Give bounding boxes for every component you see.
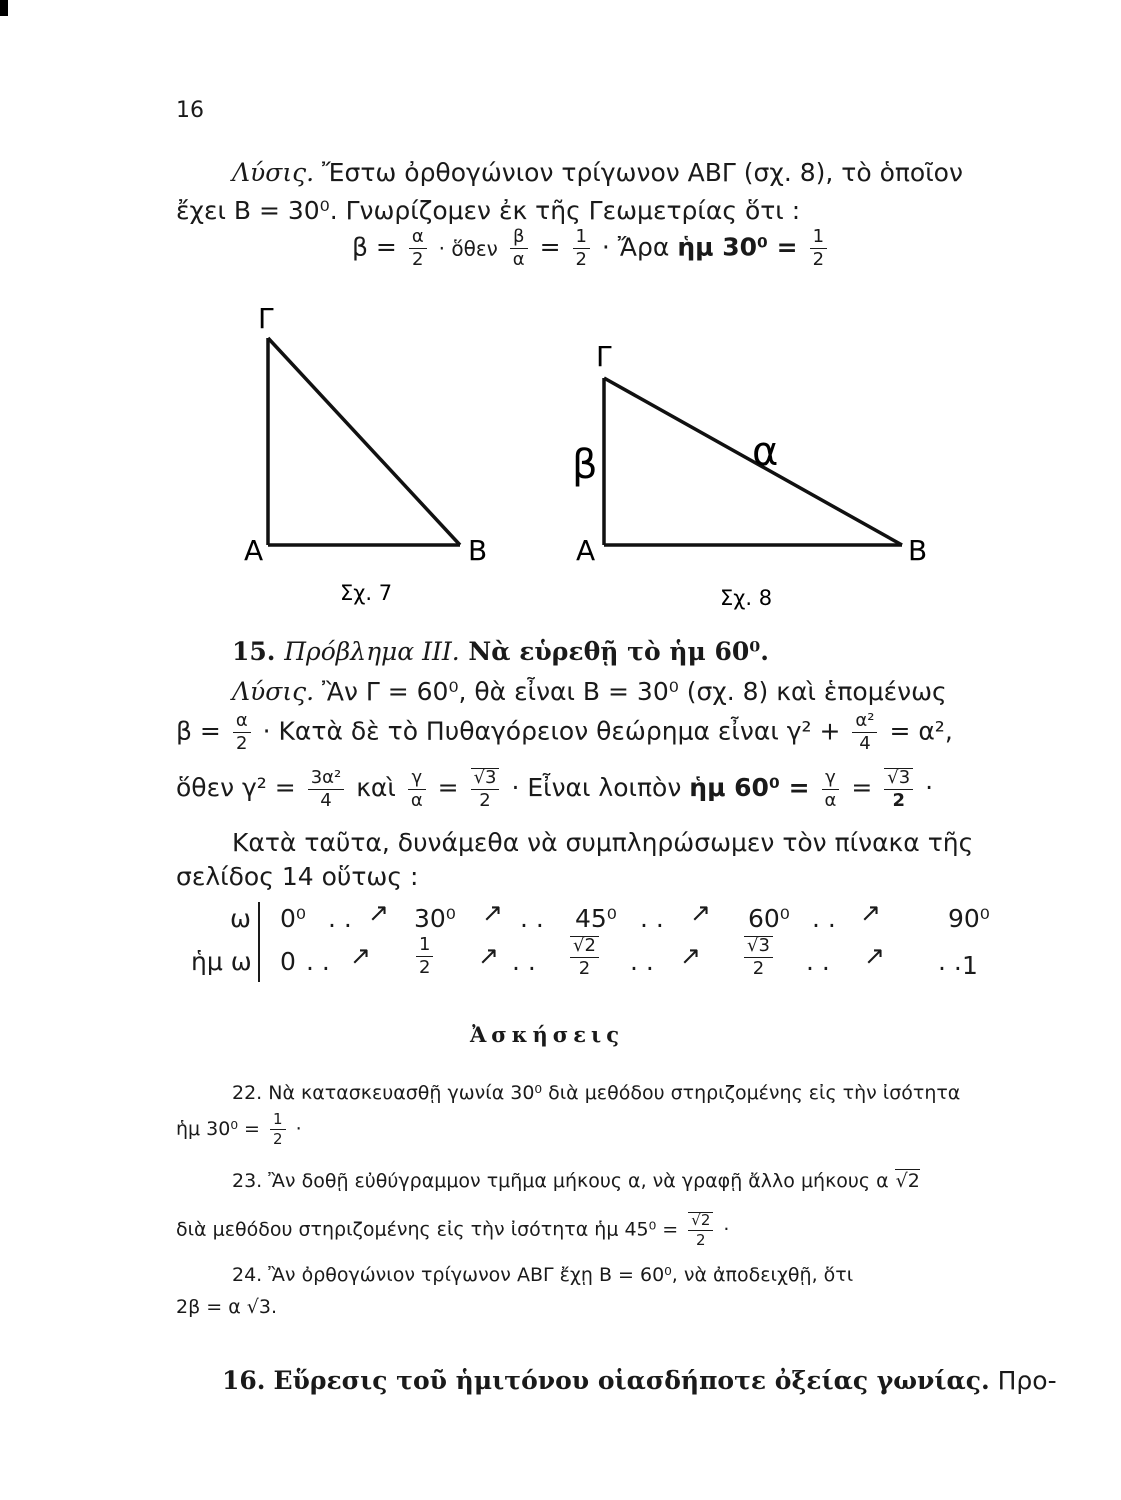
section-number: 16. — [222, 1366, 266, 1395]
problem-15-heading — [232, 637, 769, 666]
fraction-gamma-over-alpha-2: $\frac{\gamma}{\alpha}$ — [822, 769, 840, 810]
fraction-a2-over-4: $\frac{\text{α²}}{4}$ — [852, 712, 877, 753]
exercises-heading: Ἀσκήσεις — [470, 1022, 624, 1047]
solution-label-2: Λύσις. — [232, 677, 315, 706]
section-continuation: Προ- — [997, 1366, 1057, 1395]
page-number: 16 — [176, 98, 204, 123]
exercise-22-line-1: 22. Νὰ κατασκευασθῇ γωνία 30⁰ διὰ μεθόδου στηριζομένης εἰς τὴν ἰσότητα — [232, 1082, 961, 1104]
sine-30: $\frac{1}{2}$ — [412, 936, 437, 977]
beta-equals: β = — [352, 232, 397, 262]
exercise-23-line-2: διὰ μεθόδου στηριζομένης εἰς τὴν ἰσότητα ἡμ 45⁰ = $\frac{√2}{2}$ · — [176, 1211, 730, 1249]
sine-60: $\frac{√3}{2}$ — [740, 936, 777, 978]
row2-dots-3: . . — [630, 947, 654, 976]
arrow-icon: ↗ — [478, 941, 499, 970]
section-title: Εὕρεσις τοῦ ἡμιτόνου οἱασδήποτε ὀξείας γωνίας. — [273, 1366, 990, 1395]
problem-15-line-1-text: Ἂν Γ = 60⁰, θὰ εἶναι Β = 30⁰ (σχ. 8) καὶ ἑπομένως — [322, 677, 947, 706]
fraction-gamma-over-alpha: $\frac{\gamma}{\alpha}$ — [408, 769, 426, 810]
ara-text: · Ἄρα — [601, 232, 670, 262]
fraction-sqrt3-over-2-result: $\frac{√3}{2}$ — [884, 768, 913, 810]
hothen-text: · ὅθεν — [438, 236, 498, 261]
figure-7-triangle — [244, 302, 487, 605]
row1-dots-2: . . — [520, 904, 544, 933]
fraction-3a2-over-4: $\frac{\text{3α²}}{4}$ — [308, 769, 345, 810]
row1-dots-4: . . — [812, 904, 836, 933]
problem-label: Πρόβλημα III. — [284, 637, 460, 666]
angle-90: 90⁰ — [948, 904, 990, 933]
table-divider — [258, 902, 260, 982]
fig8-vertex-beta: Β — [908, 534, 928, 567]
solution-line-1 — [232, 158, 963, 187]
arrow-icon: ↗ — [860, 898, 881, 927]
exercise-23-line-1: 23. Ἂν δοθῇ εὐθύγραμμον τμῆμα μήκους α, νὰ γραφῇ ἄλλο μήκους α √2 — [232, 1170, 920, 1192]
sine-90: 1 — [962, 951, 978, 980]
sine-0: 0 — [280, 947, 296, 976]
exercise-24-line-2: 2β = α √3. — [176, 1296, 278, 1318]
angle-45: 45⁰ — [575, 904, 617, 933]
fraction-sqrt2-over-2: $\frac{√2}{2}$ — [688, 1212, 713, 1248]
fig7-caption: Σχ. 7 — [340, 581, 393, 605]
row2-dots-2: . . — [512, 947, 536, 976]
fraction-one-half-result: $\frac{1}{2}$ — [810, 228, 827, 269]
arrow-icon: ↗ — [350, 941, 371, 970]
fig8-vertex-alpha: Α — [576, 534, 596, 567]
row2-dots-4: . . — [806, 947, 830, 976]
fig7-vertex-alpha: Α — [244, 534, 264, 567]
arrow-icon: ↗ — [368, 898, 389, 927]
sqrt2-ex23: √2 — [895, 1170, 920, 1192]
exercise-24-line-1: 24. Ἂν ὀρθογώνιον τρίγωνον ΑΒΓ ἔχῃ Β = 60⁰, νὰ ἀποδειχθῇ, ὅτι — [232, 1264, 854, 1286]
sine-45: $\frac{√2}{2}$ — [566, 936, 603, 978]
arrow-icon: ↗ — [690, 898, 711, 927]
row2-dots-1: . . — [306, 947, 330, 976]
figure-8-triangle — [572, 340, 927, 610]
problem-15-line-4: Κατὰ ταῦτα, δυνάμεθα νὰ συμπληρώσωμεν τὸν πίνακα τῆς — [232, 828, 974, 857]
solution-line-2: ἔχει Β = 30⁰. Γνωρίζομεν ἐκ τῆς Γεωμετρίας ὅτι : — [176, 196, 801, 225]
fig8-caption: Σχ. 8 — [720, 586, 773, 610]
figures-area — [230, 300, 970, 620]
fraction-sqrt3-over-2: $\frac{√3}{2}$ — [471, 768, 500, 810]
problem-title: Νὰ εὑρεθῇ τὸ ἡμ 60⁰. — [468, 637, 769, 666]
angle-0: 0⁰ — [280, 904, 306, 933]
equals-sign: = — [539, 232, 561, 262]
angle-30: 30⁰ — [414, 904, 456, 933]
pythagorean-text: · Κατὰ δὲ τὸ Πυθαγόρειον θεώρημα εἶναι γ² + — [262, 716, 841, 746]
problem-15-line-1 — [232, 677, 947, 706]
solution-line-3 — [352, 228, 831, 269]
table-row-omega-label: ω — [230, 904, 251, 933]
fraction-one-half-ex22: $\frac{1}{2}$ — [270, 1112, 286, 1147]
fig7-vertex-gamma: Γ — [258, 302, 274, 335]
problem-number: 15. — [232, 637, 276, 666]
sin30-label: ἡμ 30⁰ = — [677, 232, 798, 262]
sin60-label: ἡμ 60⁰ = — [689, 773, 810, 802]
table-row-sin-label: ἡμ ω — [191, 947, 252, 976]
fig8-side-beta: β — [572, 442, 598, 488]
arrow-icon: ↗ — [680, 941, 701, 970]
problem-15-line-5: σελίδος 14 οὕτως : — [176, 862, 419, 891]
solution-label: Λύσις. — [232, 158, 315, 187]
exercise-22-line-2: ἡμ 30⁰ = $\frac{1}{2}$ · — [176, 1110, 302, 1148]
row1-dots-3: . . — [640, 904, 664, 933]
arrow-icon: ↗ — [864, 941, 885, 970]
fraction-beta-over-alpha: $\frac{\beta}{\alpha}$ — [510, 228, 528, 269]
scan-edge-mark — [0, 0, 8, 16]
row2-dots-5: . . — [938, 947, 962, 976]
section-16-heading — [222, 1366, 1057, 1395]
problem-15-line-3: ὅθεν γ² = $\frac{\text{3α²}}{4}$ καὶ $\frac{\gamma}{\alpha}$ = $\frac{√3}{2}$ · Εἶναι λοιπὸν ἡμ 60⁰ = $\frac{\gamma}{\alpha}$ = $\frac{√3}{2}$ · — [176, 766, 934, 811]
problem-15-line-2: β = $\frac{\alpha}{2}$ · Κατὰ δὲ τὸ Πυθαγόρειον θεώρημα εἶναι γ² + $\frac{\text{α²}}{4}$ = α², — [176, 710, 953, 754]
fraction-alpha-over-2: $\frac{\alpha}{2}$ — [409, 228, 427, 269]
row1-dots-1: . . — [328, 904, 352, 933]
angle-60: 60⁰ — [748, 904, 790, 933]
fraction-one-half: $\frac{1}{2}$ — [573, 228, 590, 269]
fig7-vertex-beta: Β — [468, 534, 488, 567]
fig8-side-alpha: α — [752, 429, 779, 475]
arrow-icon: ↗ — [482, 898, 503, 927]
solution-text: Ἔστω ὀρθογώνιον τρίγωνον ΑΒΓ (σχ. 8), τὸ ὁποῖον — [322, 158, 963, 187]
fraction-alpha-over-2-b: $\frac{\alpha}{2}$ — [233, 712, 251, 753]
fig8-vertex-gamma: Γ — [596, 340, 612, 373]
